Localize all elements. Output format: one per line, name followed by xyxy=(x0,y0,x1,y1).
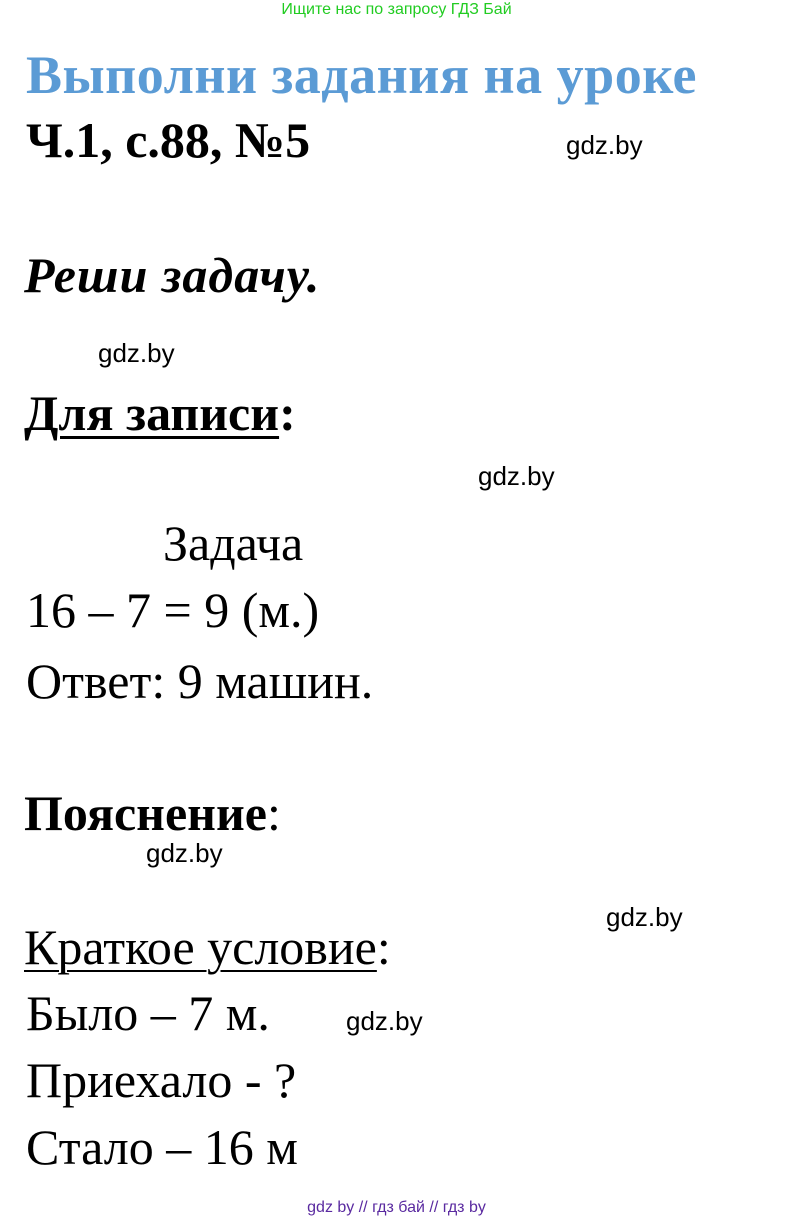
footer-links[interactable]: gdz by // гдз бай // гдз by xyxy=(307,1199,486,1216)
watermark: gdz.by xyxy=(566,130,643,160)
notes-label-text: Для записи xyxy=(24,385,280,441)
condition-line-arrived: Приехало - ? xyxy=(26,1052,297,1108)
watermark: gdz.by xyxy=(606,902,683,932)
condition-label-text: Краткое условие xyxy=(24,919,377,975)
condition-line-was: Было – 7 м. xyxy=(26,985,270,1041)
solution-answer: Ответ: 9 машин. xyxy=(26,653,374,709)
watermark: gdz.by xyxy=(98,338,175,368)
watermark: gdz.by xyxy=(146,838,223,868)
notes-label-colon: : xyxy=(279,385,296,441)
explanation-label xyxy=(24,785,281,841)
task-title: Реши задачу. xyxy=(24,247,321,303)
search-hint-link[interactable]: Ищите нас по запросу ГДЗ Бай xyxy=(281,1,512,18)
notes-label xyxy=(24,385,296,441)
solution-equation: 16 – 7 = 9 (м.) xyxy=(26,582,320,638)
explanation-label-text: Пояснение xyxy=(24,785,267,841)
watermark: gdz.by xyxy=(478,461,555,491)
watermark: gdz.by xyxy=(346,1006,423,1036)
condition-label xyxy=(24,919,391,975)
page-heading: Выполни задания на уроке xyxy=(26,45,697,105)
condition-line-became: Стало – 16 м xyxy=(26,1119,298,1175)
solution-title: Задача xyxy=(163,515,304,571)
explanation-label-colon: : xyxy=(267,785,281,841)
condition-label-colon: : xyxy=(376,919,391,975)
page-reference: Ч.1, с.88, №5 xyxy=(26,112,311,168)
